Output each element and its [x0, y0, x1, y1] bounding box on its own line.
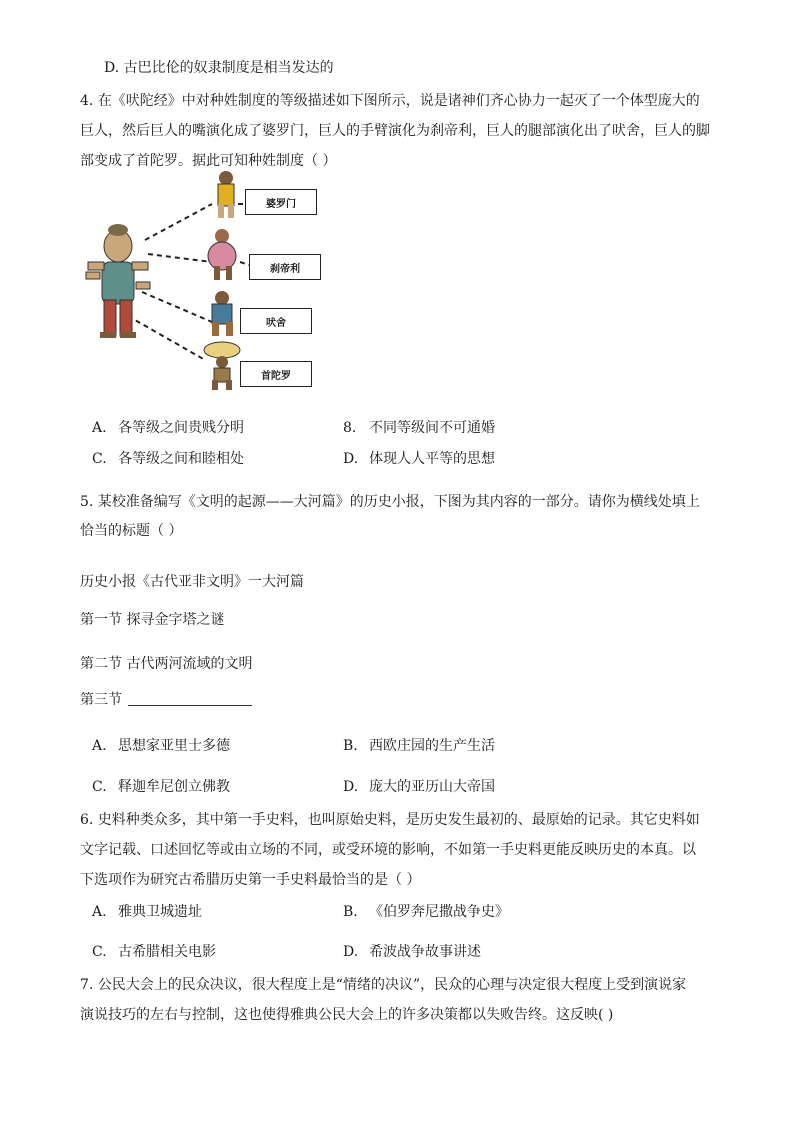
connector-vaishya	[142, 292, 212, 322]
box-vaishya: 吠舍	[240, 308, 312, 334]
q5-paper-title: 历史小报《古代亚非文明》一大河篇	[80, 574, 304, 590]
connector-kshatriya	[148, 254, 212, 262]
q6-option-b: B. 《伯罗奔尼撒战争史》	[343, 904, 509, 920]
box-shudra: 首陀罗	[240, 361, 312, 387]
q5-option-c: C. 释迦牟尼创立佛教	[92, 779, 230, 795]
q5-paper-section-3: 第三节	[80, 690, 252, 710]
q5-stem-line-2: 恰当的标题（ ）	[80, 523, 183, 539]
q4-option-b: 8. 不同等级间不可通婚	[343, 420, 495, 436]
q6-stem-line-1: 6. 史料种类众多，其中第一手史料，也叫原始史料，是历史发生最初的、最原始的记录。其它史料如	[80, 812, 700, 828]
q6-option-d: D. 希波战争故事讲述	[343, 944, 481, 960]
giant-illustration	[86, 224, 150, 338]
q6-option-c: C. 古希腊相关电影	[92, 944, 216, 960]
kshatriya-illustration	[208, 229, 236, 280]
q6-stem-line-3: 下选项作为研究古希腊历史第一手史料最恰当的是（ ）	[80, 872, 421, 888]
q7-stem-line-2: 演说技巧的左右与控制，这也使得雅典公民大会上的许多决策都以失败告终。这反映( )	[80, 1007, 614, 1023]
q4-stem-line-2: 巨人，然后巨人的嘴演化成了婆罗门，巨人的手臂演化为刹帝利，巨人的腿部演化出了吠舍，巨人的脚	[80, 123, 710, 139]
shudra-illustration	[204, 342, 240, 390]
q4-stem-line-3: 部变成了首陀罗。据此可知种姓制度（ ）	[80, 153, 337, 169]
q5-paper-section-2: 第二节 古代两河流域的文明	[80, 656, 253, 672]
q6-stem-line-2: 文字记载、口述回忆等或由立场的不同，或受环境的影响，不如第一手史料更能反映历史的本真。以	[80, 842, 696, 858]
connector-brahmin	[145, 204, 212, 240]
box-kshatriya: 刹帝利	[249, 254, 321, 280]
q6-option-a: A. 雅典卫城遗址	[92, 904, 202, 920]
q5-paper-section-1: 第一节 探寻金字塔之谜	[80, 612, 225, 628]
q5-stem-line-1: 5. 某校准备编写《文明的起源——大河篇》的历史小报，下图为其内容的一部分。请你为横线处填上	[80, 494, 700, 510]
q5-option-d: D. 庞大的亚历山大帝国	[343, 779, 495, 795]
q7-stem-line-1: 7. 公民大会上的民众决议，很大程度上是“情绪的决议”，民众的心理与决定很大程度上受到演说家	[80, 977, 687, 993]
q5-option-b: B. 西欧庄园的生产生活	[343, 738, 495, 754]
brahmin-illustration	[218, 171, 234, 218]
connector-shudra	[128, 316, 205, 360]
answer-blank	[128, 691, 252, 706]
q5-option-a: A. 思想家亚里士多德	[92, 738, 230, 754]
box-brahmin: 婆罗门	[245, 189, 317, 215]
q3-option-d: D. 古巴比伦的奴隶制度是相当发达的	[104, 60, 334, 76]
q4-option-a: A. 各等级之间贵贱分明	[92, 420, 244, 436]
q4-stem-line-1: 4. 在《吠陀经》中对种姓制度的等级描述如下图所示，说是诸神们齐心协力一起灭了一个体型庞大的	[80, 93, 700, 109]
q4-option-d: D. 体现人人平等的思想	[343, 451, 495, 467]
q4-option-c: C. 各等级之间和睦相处	[92, 451, 244, 467]
vaishya-illustration	[212, 291, 233, 336]
